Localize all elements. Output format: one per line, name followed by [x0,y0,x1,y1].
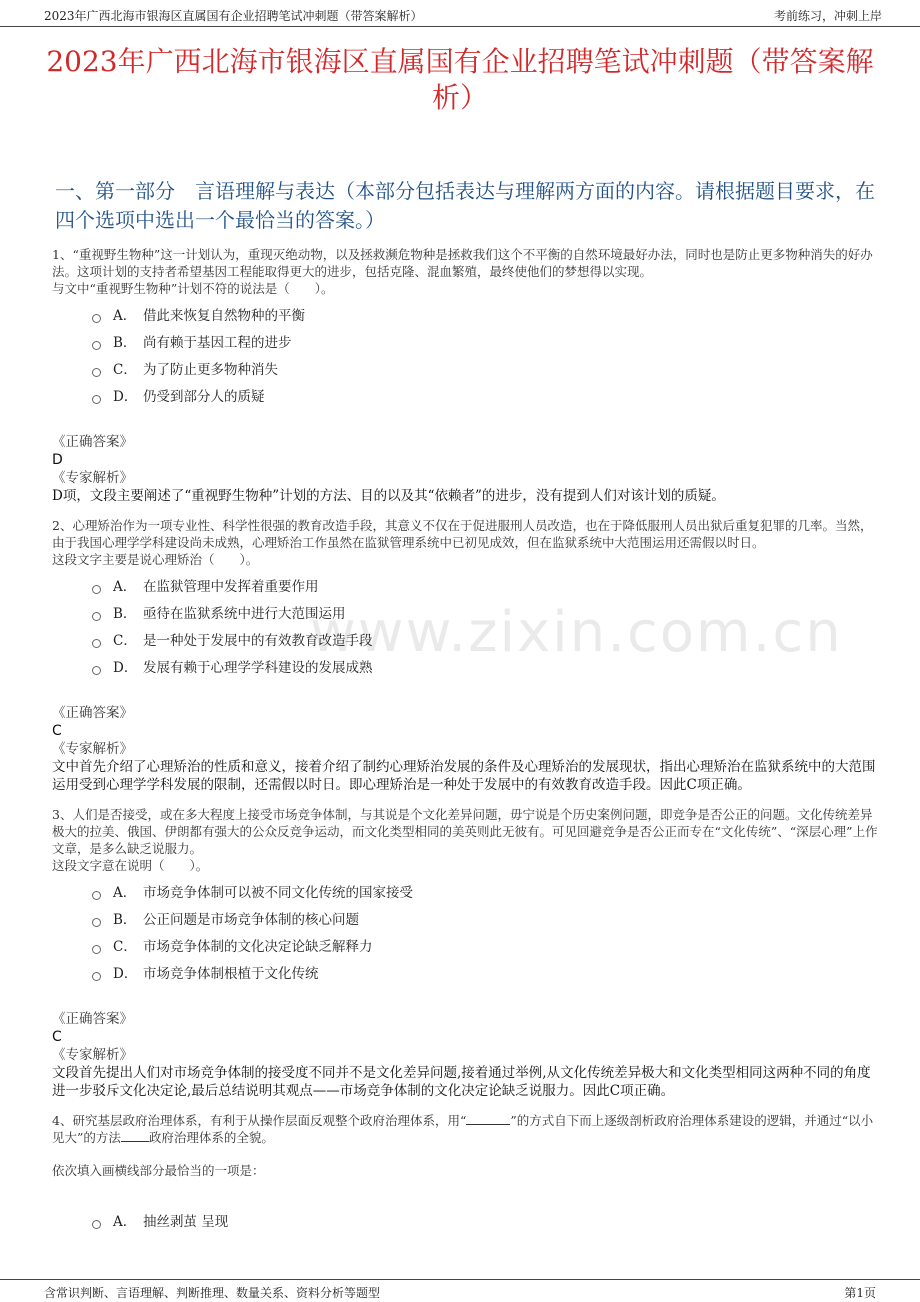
question-2 [52,517,880,794]
answer-block [52,1010,880,1100]
radio-icon[interactable] [92,891,101,900]
question-prompt: 依次填入画横线部分最恰当的一项是： [52,1163,265,1178]
explanation-label: 《专家解析》 [52,470,133,486]
option-d[interactable]: D． 仍受到部分人的质疑 [92,384,880,411]
radio-icon[interactable] [92,314,101,323]
radio-icon[interactable] [92,918,101,927]
question-4 [52,1112,880,1236]
explanation-label: 《专家解析》 [52,1047,133,1063]
option-list [92,880,880,988]
question-text: 4、研究基层政府治理体系，有利于从操作层面反观整个政府治理体系，用“ ”的方式自下而上逐级剖析政府治理体系建设的逻辑，并通过“以小见大”的方法 政府治理体系的全貌。 [52,1113,874,1145]
radio-icon[interactable] [92,972,101,981]
header-slogan: 考前练习，冲刺上岸 [773,9,882,23]
option-b[interactable]: B． 亟待在监狱系统中进行大范围运用 [92,601,880,628]
radio-icon[interactable] [92,585,101,594]
option-list [92,1209,880,1236]
explanation-label: 《专家解析》 [52,741,133,757]
header-doc-title: 2023年广西北海市银海区直属国有企业招聘笔试冲刺题（带答案解析） [44,9,423,23]
option-a[interactable]: A． 在监狱管理中发挥着重要作用 [92,574,880,601]
question-prompt: 这段文字意在说明（ ）。 [52,858,209,873]
option-a[interactable]: A． 借此来恢复自然物种的平衡 [92,303,880,330]
question-text: 1、“重视野生物种”这一计划认为，重现灭绝动物，以及拯救濒危物种是拯救我们这个不平衡的自然环境最好办法，同时也是防止更多物种消失的好办法。这项计划的支持者希望基因工程能取得更大的进步，包括克隆、混血繁殖，最终使他们的梦想得以实现。 [52,247,873,279]
radio-icon[interactable] [92,612,101,621]
option-d[interactable]: D． 市场竞争体制根植于文化传统 [92,961,880,988]
fill-blank-1 [466,1113,510,1125]
answer-block [52,433,880,505]
answer-label: 《正确答案》 [52,434,133,450]
section-heading: 一、第一部分 言语理解与表达（本部分包括表达与理解两方面的内容。请根据题目要求，在四个选项中选出一个最恰当的答案。） [55,179,875,232]
question-list [52,246,880,1236]
explanation-text: D项，文段主要阐述了“重视野生物种”计划的方法、目的以及其“依赖者”的进步，没有提到人们对该计划的质疑。 [52,488,725,504]
option-c[interactable]: C． 为了防止更多物种消失 [92,357,880,384]
question-text: 3、人们是否接受，或在多大程度上接受市场竞争体制，与其说是个文化差异问题，毋宁说是个历史案例问题，即竞争是否公正的问题。文化传统差异极大的拉美、俄国、伊朗都有强大的公众反竞争运动，而文化类型相同的美英则此无彼有。可见回避竞争是否公正而专在“文化传统”、“深层心理”上作文章，是多么缺乏说服力。 [52,807,878,856]
radio-icon[interactable] [92,395,101,404]
explanation-text: 文段首先提出人们对市场竞争体制的接受度不同并不是文化差异问题,接着通过举例,从文化传统差异极大和文化类型相同这两种不同的角度进一步驳斥文化决定论,最后总结说明其观点——市场竞争体制的文化决定论缺乏说服力。因此C项正确。 [52,1065,871,1099]
answer-value: C [52,1029,62,1045]
option-a[interactable]: A． 市场竞争体制可以被不同文化传统的国家接受 [92,880,880,907]
page-number: 第1页 [844,1286,876,1300]
option-b[interactable]: B． 公正问题是市场竞争体制的核心问题 [92,907,880,934]
question-prompt: 与文中“重视野生物种”计划不符的说法是（ ）。 [52,281,334,296]
watermark: www.zixin.com.cn [310,600,843,665]
footer-question-types: 含常识判断、言语理解、判断推理、数量关系、资料分析等题型 [44,1286,381,1300]
option-d[interactable]: D． 发展有赖于心理学学科建设的发展成熟 [92,655,880,682]
radio-icon[interactable] [92,1220,101,1229]
radio-icon[interactable] [92,945,101,954]
option-list [92,574,880,682]
document-title: 2023年广西北海市银海区直属国有企业招聘笔试冲刺题（带答案解析） [46,45,874,114]
question-1 [52,246,880,505]
question-prompt: 这段文字主要是说心理矫治（ ）。 [52,552,259,567]
question-text: 2、心理矫治作为一项专业性、科学性很强的教育改造手段，其意义不仅在于促进服刑人员改造，也在于降低服刑人员出狱后重复犯罪的几率。当然，由于我国心理学学科建设尚未成熟，心理矫治工作虽然在监狱管理系统中已初见成效，但在监狱系统中大范围运用还需假以时日。 [52,518,873,550]
page-header [0,0,920,27]
answer-value: C [52,723,62,739]
radio-icon[interactable] [92,639,101,648]
answer-block [52,704,880,794]
option-a[interactable]: A． 抽丝剥茧 呈现 [92,1209,880,1236]
explanation-text: 文中首先介绍了心理矫治的性质和意义，接着介绍了制约心理矫治发展的条件及心理矫治的发展现状，指出心理矫治在监狱系统中的大范围运用受到心理学学科发展的限制，还需假以时日。即心理矫治是一种处于发展中的有效教育改造手段。因此C项正确。 [52,759,876,793]
answer-label: 《正确答案》 [52,705,133,721]
answer-value: D [52,452,63,468]
answer-label: 《正确答案》 [52,1011,133,1027]
question-3 [52,806,880,1100]
option-b[interactable]: B． 尚有赖于基因工程的进步 [92,330,880,357]
radio-icon[interactable] [92,666,101,675]
radio-icon[interactable] [92,368,101,377]
page-footer [0,1279,920,1302]
option-list [92,303,880,411]
option-c[interactable]: C． 市场竞争体制的文化决定论缺乏解释力 [92,934,880,961]
option-c[interactable]: C． 是一种处于发展中的有效教育改造手段 [92,628,880,655]
fill-blank-2 [121,1130,149,1142]
radio-icon[interactable] [92,341,101,350]
